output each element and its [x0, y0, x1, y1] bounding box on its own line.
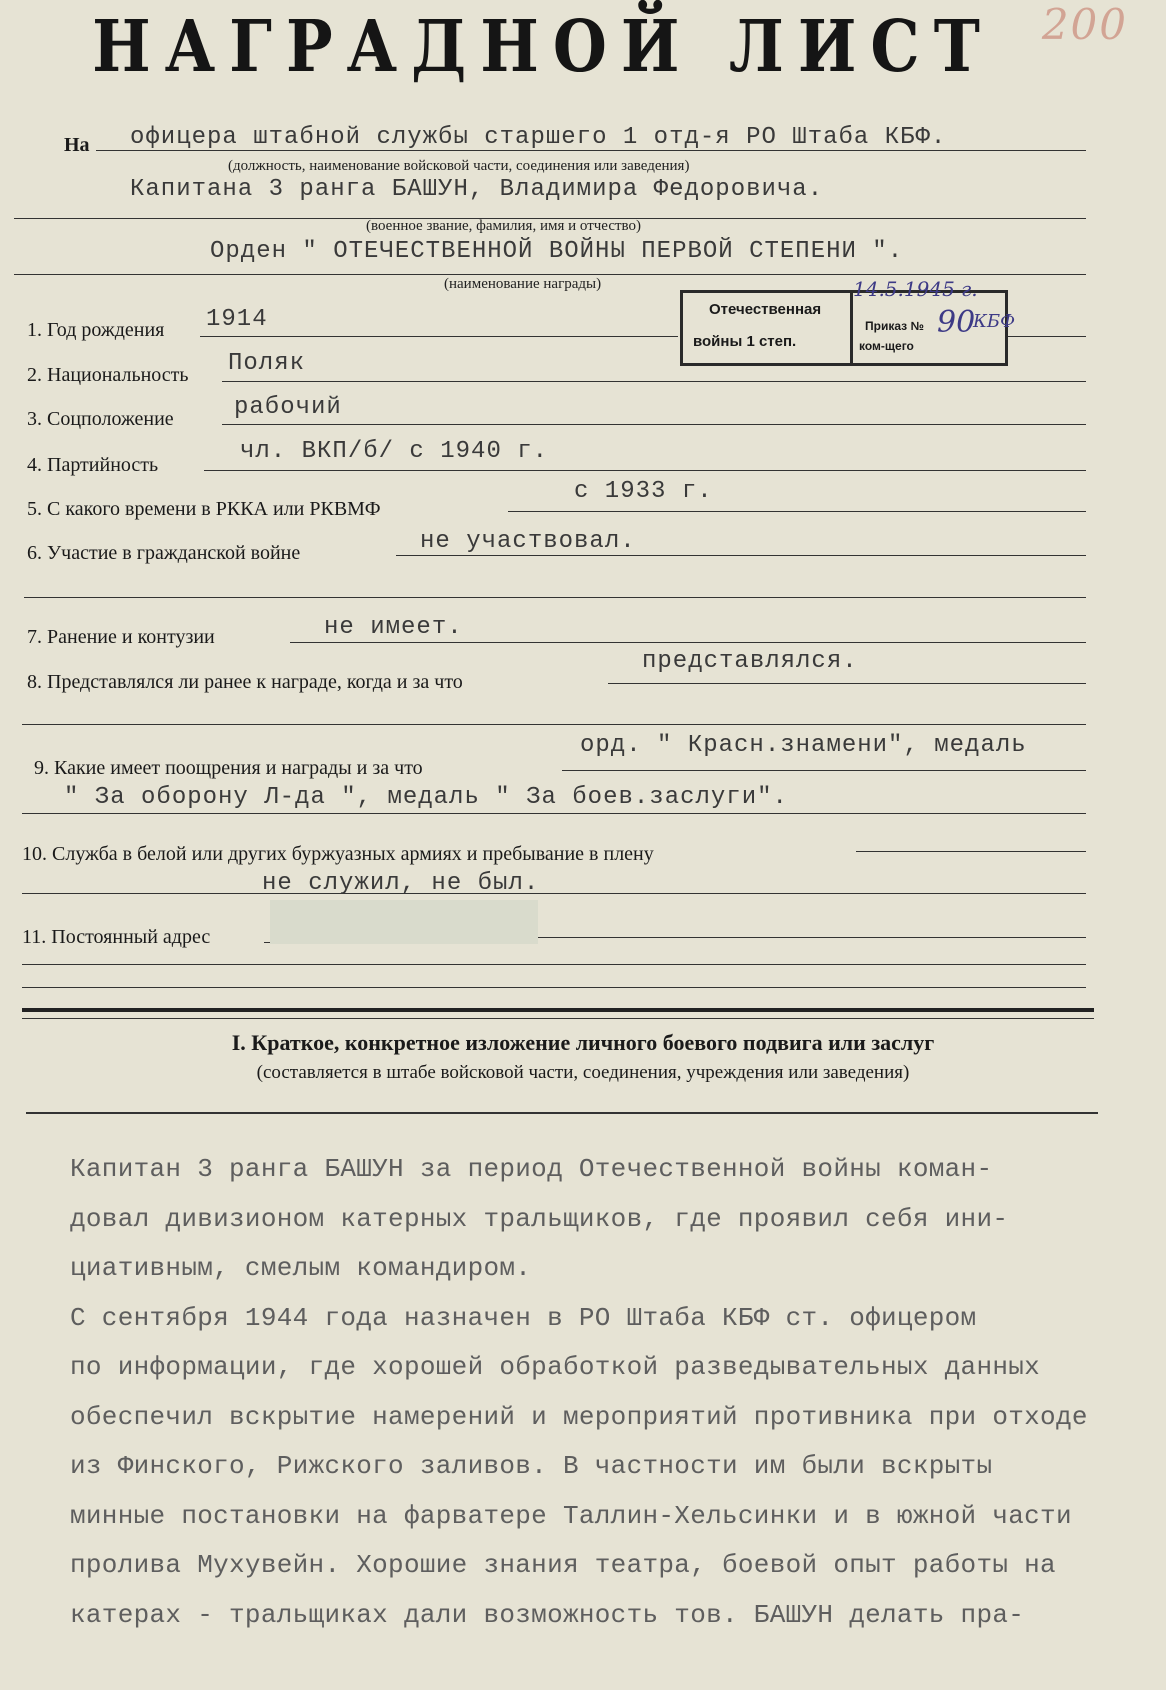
- redacted-address: [270, 900, 538, 944]
- section-rule-bottom: [22, 1018, 1094, 1019]
- field-5-line: [508, 511, 1086, 512]
- field-3-label: 3. Соцположение: [27, 408, 174, 430]
- stamp-divider: [850, 293, 853, 363]
- field-9-label: 9. Какие имеет поощрения и награды и за что: [34, 757, 423, 779]
- stamp-order-value: 90: [937, 305, 976, 340]
- field-10-line: [856, 851, 1086, 852]
- document-title: НАГРАДНОЙ ЛИСТ: [92, 4, 994, 89]
- award-line: [14, 274, 1086, 275]
- field-1-line-tail: [1008, 336, 1086, 337]
- narrative-line: обеспечил вскрытие намерений и мероприятий противника при отходе: [70, 1401, 1088, 1432]
- award-stamp: [680, 277, 1016, 366]
- field-11-extra-line-1: [22, 964, 1086, 965]
- field-1-value: 1914: [206, 306, 268, 333]
- field-6-line: [396, 555, 1086, 556]
- field-10-extra-line: [22, 893, 1086, 894]
- field-6-label: 6. Участие в гражданской войне: [27, 542, 301, 564]
- field-11-label: 11. Постоянный адрес: [22, 926, 211, 948]
- nomination-prefix: На: [64, 134, 90, 156]
- field-4-value: чл. ВКП/б/ с 1940 г.: [240, 438, 549, 465]
- stamp-line1: Отечественная: [709, 301, 822, 318]
- field-9-extra-line: [22, 813, 1086, 814]
- field-11-extra-line-2: [22, 987, 1086, 988]
- narrative-line: из Финского, Рижского заливов. В частности им были вскрыты: [70, 1451, 993, 1481]
- award-value: Орден " ОТЕЧЕСТВЕННОЙ ВОЙНЫ ПЕРВОЙ СТЕПЕНИ ".: [210, 238, 904, 265]
- field-7-value: не имеет.: [324, 614, 463, 641]
- field-9-line: [562, 770, 1086, 771]
- field-5-value: с 1933 г.: [574, 478, 713, 505]
- section-subheading: (составляется в штабе войсковой части, соединения, учреждения или заведения): [256, 1062, 910, 1083]
- field-6-extra-line: [24, 597, 1086, 598]
- field-8-value: представлялся.: [642, 648, 858, 675]
- section-heading-rule: [26, 1112, 1098, 1114]
- stamp-date: 14.5.1945 г.: [853, 277, 978, 301]
- stamp-order-label: Приказ №: [865, 319, 924, 333]
- narrative-line: по информации, где хорошей обработкой разведывательных данных: [70, 1352, 1041, 1382]
- field-4-line: [204, 470, 1086, 471]
- field-2-value: Поляк: [228, 350, 306, 377]
- narrative-line: довал дивизионом катерных тральщиков, где проявил себя ини-: [70, 1203, 1009, 1234]
- field-7-label: 7. Ранение и контузии: [27, 626, 215, 648]
- narrative-line: пролива Мухувейн. Хорошие знания театра, боевой опыт работы на: [70, 1550, 1056, 1580]
- field-4-label: 4. Партийность: [27, 454, 159, 476]
- field-8-label: 8. Представлялся ли ранее к награде, когда и за что: [27, 671, 463, 693]
- name-caption: (военное звание, фамилия, имя и отчество): [366, 218, 642, 234]
- field-6-value: не участвовал.: [420, 528, 636, 555]
- name-value: Капитана 3 ранга БАШУН, Владимира Федоровича.: [130, 176, 824, 203]
- section-heading: I. Краткое, конкретное изложение личного боевого подвига или заслуг: [231, 1030, 935, 1055]
- position-caption: (должность, наименование войсковой части, соединения или заведения): [228, 158, 690, 174]
- field-10-value: не служил, не был.: [262, 870, 540, 897]
- narrative-line: катерах - тральщиках дали возможность тов. БАШУН делать пра-: [70, 1599, 1025, 1630]
- field-5-label: 5. С какого времени в РККА или РКВМФ: [27, 498, 381, 520]
- archive-number: 200: [1041, 0, 1128, 49]
- stamp-staff: ком-щего: [859, 339, 914, 353]
- field-1-line: [200, 336, 678, 337]
- field-2-line: [222, 381, 1086, 382]
- field-2-label: 2. Национальность: [27, 364, 189, 386]
- field-9-value: орд. " Красн.знамени", медаль: [580, 732, 1027, 759]
- narrative-text: [70, 1145, 1150, 1640]
- field-10-label: 10. Служба в белой или других буржуазных армиях и пребывание в плену: [22, 843, 654, 865]
- narrative-line: циативным, смелым командиром.: [70, 1253, 532, 1283]
- narrative-line: минные постановки на фарватере Таллин-Хельсинки и в южной части: [70, 1500, 1072, 1531]
- section-rule-top: [22, 1008, 1094, 1012]
- narrative-line: Капитан 3 ранга БАШУН за период Отечественной войны коман-: [70, 1154, 993, 1184]
- field-3-value: рабочий: [234, 394, 342, 421]
- stamp-code: КБФ: [973, 311, 1016, 332]
- field-8-extra-line: [22, 724, 1086, 725]
- field-11-line: [538, 937, 1086, 938]
- field-3-line: [222, 424, 1086, 425]
- field-7-line: [290, 642, 1086, 643]
- field-9-value-2: " За оборону Л-да ", медаль " За боев.заслуги".: [64, 784, 788, 811]
- field-1-label: 1. Год рождения: [27, 319, 165, 341]
- field-8-line: [608, 683, 1086, 684]
- stamp-line2: войны 1 степ.: [693, 333, 797, 350]
- award-caption: (наименование награды): [444, 276, 602, 292]
- narrative-line: С сентября 1944 года назначен в РО Штаба КБФ ст. офицером: [70, 1302, 977, 1333]
- position-value: офицера штабной службы старшего 1 отд-я РО Штаба КБФ.: [130, 124, 947, 151]
- position-line: [96, 150, 1086, 151]
